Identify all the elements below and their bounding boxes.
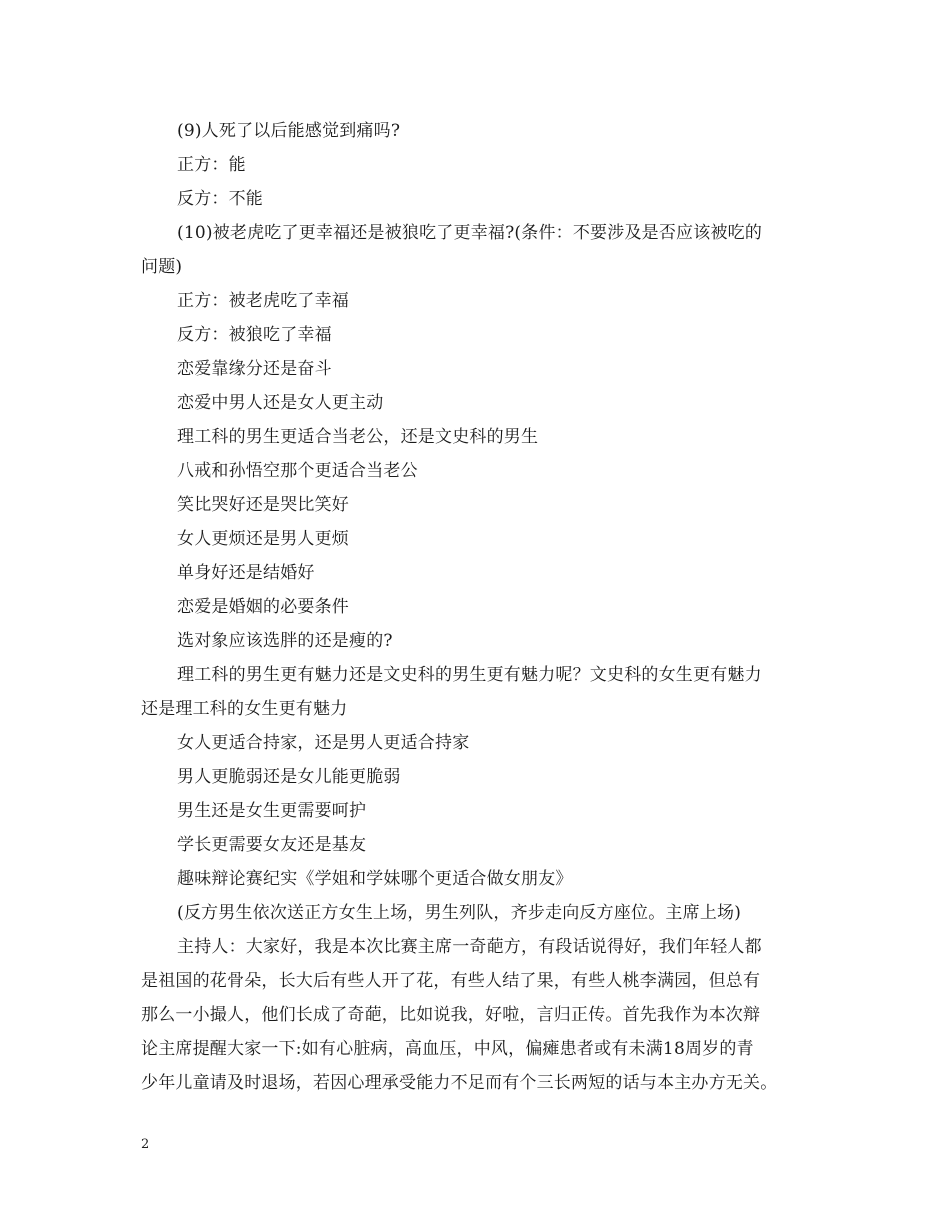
text-line: 问题) <box>141 257 183 277</box>
text-line: 主持人：大家好，我是本次比赛主席一奇葩方，有段话说得好，我们年轻人都 <box>177 937 762 957</box>
text-line: 是祖国的花骨朵，长大后有些人开了花，有些人结了果，有些人桃李满园，但总有 <box>141 971 761 991</box>
text-line: 恋爱中男人还是女人更主动 <box>177 393 384 413</box>
text-line: 正方：能 <box>177 155 246 175</box>
text-line: (9)人死了以后能感觉到痛吗? <box>177 121 401 141</box>
text-line: 恋爱靠缘分还是奋斗 <box>177 359 332 379</box>
text-line: 理工科的男生更有魅力还是文史科的男生更有魅力呢？文史科的女生更有魅力 <box>177 665 762 685</box>
text-line: 学长更需要女友还是基友 <box>177 835 367 855</box>
text-line: (10)被老虎吃了更幸福还是被狼吃了更幸福?(条件：不要涉及是否应该被吃的 <box>177 223 763 243</box>
text-line: 反方：不能 <box>177 189 263 209</box>
text-line: 正方：被老虎吃了幸福 <box>177 291 349 311</box>
text-line: 还是理工科的女生更有魅力 <box>141 699 348 719</box>
text-line: 笑比哭好还是哭比笑好 <box>177 495 349 515</box>
text-line: 选对象应该选胖的还是瘦的? <box>177 631 393 651</box>
text-line: 恋爱是婚姻的必要条件 <box>177 597 349 617</box>
text-line: 理工科的男生更适合当老公，还是文史科的男生 <box>177 427 539 447</box>
page-number: 2 <box>141 1137 150 1152</box>
text-line: 单身好还是结婚好 <box>177 563 315 583</box>
text-line: 女人更烦还是男人更烦 <box>177 529 349 549</box>
text-line: 趣味辩论赛纪实《学姐和学妹哪个更适合做女朋友》 <box>177 869 573 889</box>
text-line: 论主席提醒大家一下:如有心脏病，高血压，中风，偏瘫患者或有未满18周岁的青 <box>141 1039 754 1059</box>
text-line: 男生还是女生更需要呵护 <box>177 801 367 821</box>
text-line: 男人更脆弱还是女儿能更脆弱 <box>177 767 401 787</box>
text-line: 那么一小撮人，他们长成了奇葩，比如说我，好啦，言归正传。首先我作为本次辩 <box>141 1005 761 1025</box>
text-line: 少年儿童请及时退场，若因心理承受能力不足而有个三长两短的话与本主办方无关。 <box>141 1073 778 1093</box>
text-line: 反方：被狼吃了幸福 <box>177 325 332 345</box>
text-line: (反方男生依次送正方女生上场，男生列队，齐步走向反方座位。主席上场) <box>177 903 742 923</box>
text-line: 女人更适合持家，还是男人更适合持家 <box>177 733 470 753</box>
document-body <box>141 114 821 1100</box>
text-line: 八戒和孙悟空那个更适合当老公 <box>177 461 418 481</box>
